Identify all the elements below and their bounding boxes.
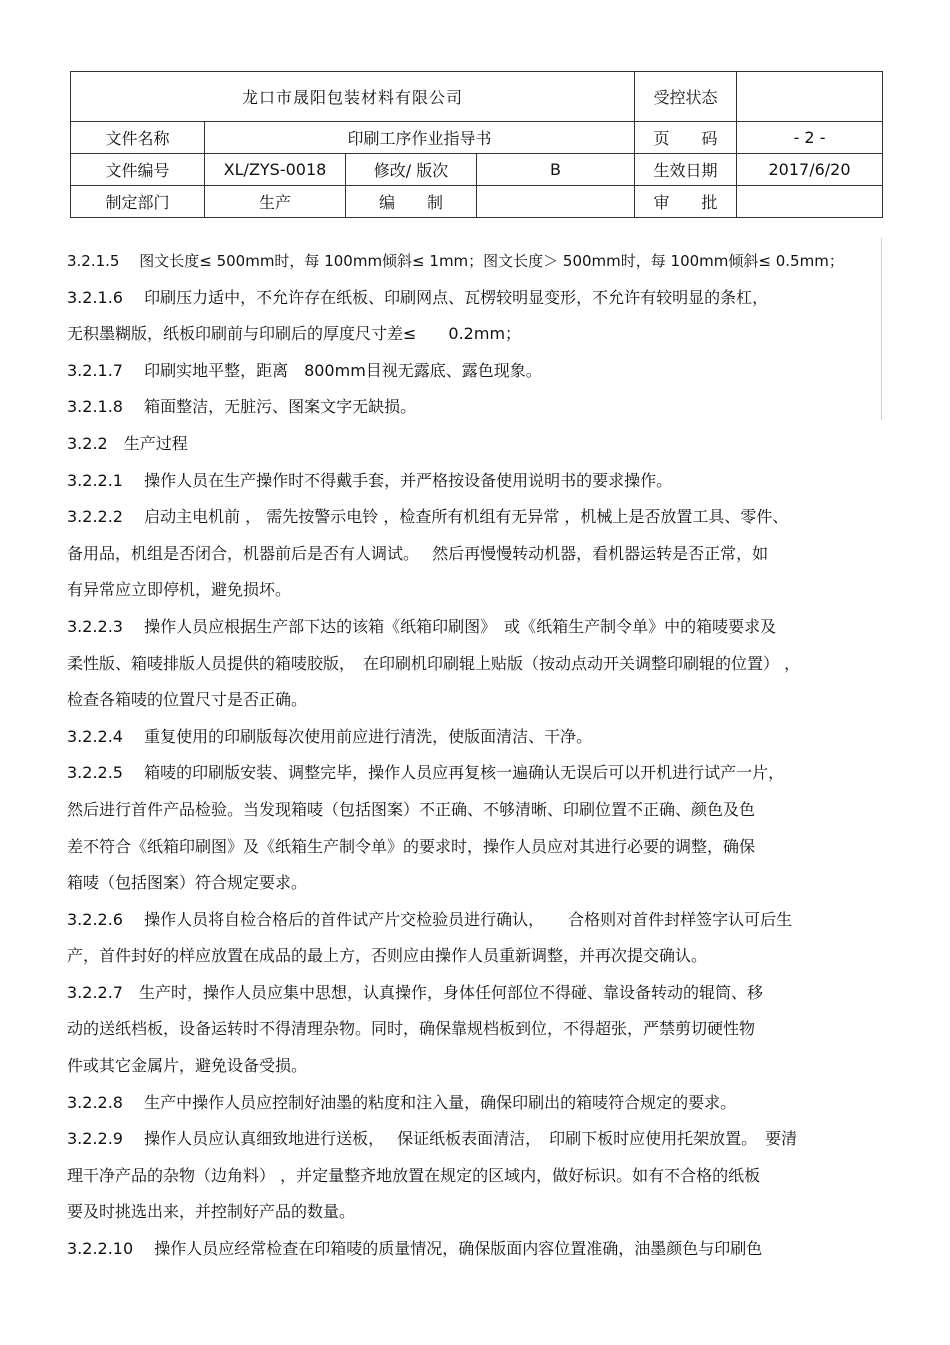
body-line: 3.2.1.5 图文长度≤ 500mm时，每 100mm倾斜≤ 1mm；图文长度＞ 500mm时，每 100mm倾斜≤ 0.5mm； xyxy=(67,252,844,270)
controlled-status-label: 受控状态 xyxy=(635,72,737,122)
compiler-label: 编 制 xyxy=(346,186,477,218)
body-line: 3.2.2.4 重复使用的印刷版每次使用前应进行清洗，使版面清洁、干净。 xyxy=(67,726,593,746)
body-line: 无积墨糊版，纸板印刷前与印刷后的厚度尺寸差≤ 0.2mm； xyxy=(67,324,522,344)
body-line: 检查各箱唛的位置尺寸是否正确。 xyxy=(67,690,308,710)
section-heading: 3.2.2 生产过程 xyxy=(67,433,188,453)
approval-value xyxy=(737,186,883,218)
body-line: 3.2.2.2 启动主电机前 ， 需先按警示电铃 ，检查所有机组有无异常 ，机械上是否放置工具、零件、 xyxy=(67,507,789,527)
department-value: 生产 xyxy=(205,186,346,218)
body-line: 3.2.2.6 操作人员将自检合格后的首件试产片交检验员进行确认， 合格则对首件封样签字认可后生 xyxy=(67,909,793,929)
body-line: 然后进行首件产品检验。当发现箱唛（包括图案）不正确、不够清晰、印刷位置不正确、颜色及色 xyxy=(67,799,756,819)
controlled-status-value xyxy=(737,72,883,122)
document-header-table xyxy=(70,71,883,218)
body-line: 3.2.1.7 印刷实地平整，距离 800mm目视无露底、露色现象。 xyxy=(67,360,542,380)
effective-date-value: 2017/6/20 xyxy=(737,154,883,186)
approval-label: 审 批 xyxy=(635,186,737,218)
department-label: 制定部门 xyxy=(71,186,205,218)
body-line: 3.2.2.7 生产时，操作人员应集中思想，认真操作，身体任何部位不得碰、靠设备转动的辊筒、移 xyxy=(67,982,763,1002)
body-line: 3.2.2.9 操作人员应认真细致地进行送板， 保证纸板表面清洁， 印刷下板时应使用托架放置。 要清 xyxy=(67,1129,798,1149)
company-name: 龙口市晟阳包装材料有限公司 xyxy=(71,72,635,122)
compiler-value xyxy=(477,186,635,218)
body-line: 3.2.2.5 箱唛的印刷版安装、调整完毕，操作人员应再复核一遍确认无误后可以开机进行试产一片， xyxy=(67,763,785,783)
body-line: 差不符合《纸箱印刷图》及《纸箱生产制令单》的要求时，操作人员应对其进行必要的调整，确保 xyxy=(67,836,756,856)
body-line: 理干净产品的杂物（边角料） ，并定量整齐地放置在规定的区域内，做好标识。如有不合格的纸板 xyxy=(67,1165,761,1185)
body-line: 产，首件封好的样应放置在成品的最上方，否则应由操作人员重新调整，并再次提交确认。 xyxy=(67,946,708,966)
revision-value: B xyxy=(477,154,635,186)
body-line: 柔性版、箱唛排版人员提供的箱唛胶版， 在印刷机印刷辊上贴版（按动点动开关调整印刷辊的位置） ， xyxy=(67,653,801,673)
revision-label: 修改/ 版次 xyxy=(346,154,477,186)
file-name-label: 文件名称 xyxy=(71,122,205,154)
body-line: 3.2.1.6 印刷压力适中，不允许存在纸板、印刷网点、瓦楞较明显变形，不允许有较明显的条杠， xyxy=(67,287,769,307)
effective-date-label: 生效日期 xyxy=(635,154,737,186)
body-line: 3.2.2.8 生产中操作人员应控制好油墨的粘度和注入量，确保印刷出的箱唛符合规定的要求。 xyxy=(67,1092,737,1112)
body-line: 3.2.2.3 操作人员应根据生产部下达的该箱《纸箱印刷图》 或《纸箱生产制令单》中的箱唛要求及 xyxy=(67,616,777,636)
body-line: 3.2.2.10 操作人员应经常检查在印箱唛的质量情况，确保版面内容位置准确，油墨颜色与印刷色 xyxy=(67,1239,763,1259)
body-line: 3.2.2.1 操作人员在生产操作时不得戴手套，并严格按设备使用说明书的要求操作。 xyxy=(67,470,673,490)
file-number-label: 文件编号 xyxy=(71,154,205,186)
body-line: 备用品，机组是否闭合，机器前后是否有人调试。 然后再慢慢转动机器，看机器运转是否正常，如 xyxy=(67,543,769,563)
file-name-value: 印刷工序作业指导书 xyxy=(205,122,635,154)
page-number: - 2 - xyxy=(737,122,883,154)
page-label: 页 码 xyxy=(635,122,737,154)
body-line: 3.2.1.8 箱面整洁，无脏污、图案文字无缺损。 xyxy=(67,397,417,417)
body-line: 有异常应立即停机，避免损坏。 xyxy=(67,580,292,600)
body-line: 箱唛（包括图案）符合规定要求。 xyxy=(67,873,308,893)
body-line: 动的送纸档板，设备运转时不得清理杂物。同时，确保靠规档板到位，不得超张，严禁剪切硬性物 xyxy=(67,1019,756,1039)
body-line: 件或其它金属片，避免设备受损。 xyxy=(67,1056,308,1076)
body-line: 要及时挑选出来，并控制好产品的数量。 xyxy=(67,1202,356,1222)
file-number-value: XL/ZYS-0018 xyxy=(205,154,346,186)
document-body xyxy=(67,243,885,1268)
